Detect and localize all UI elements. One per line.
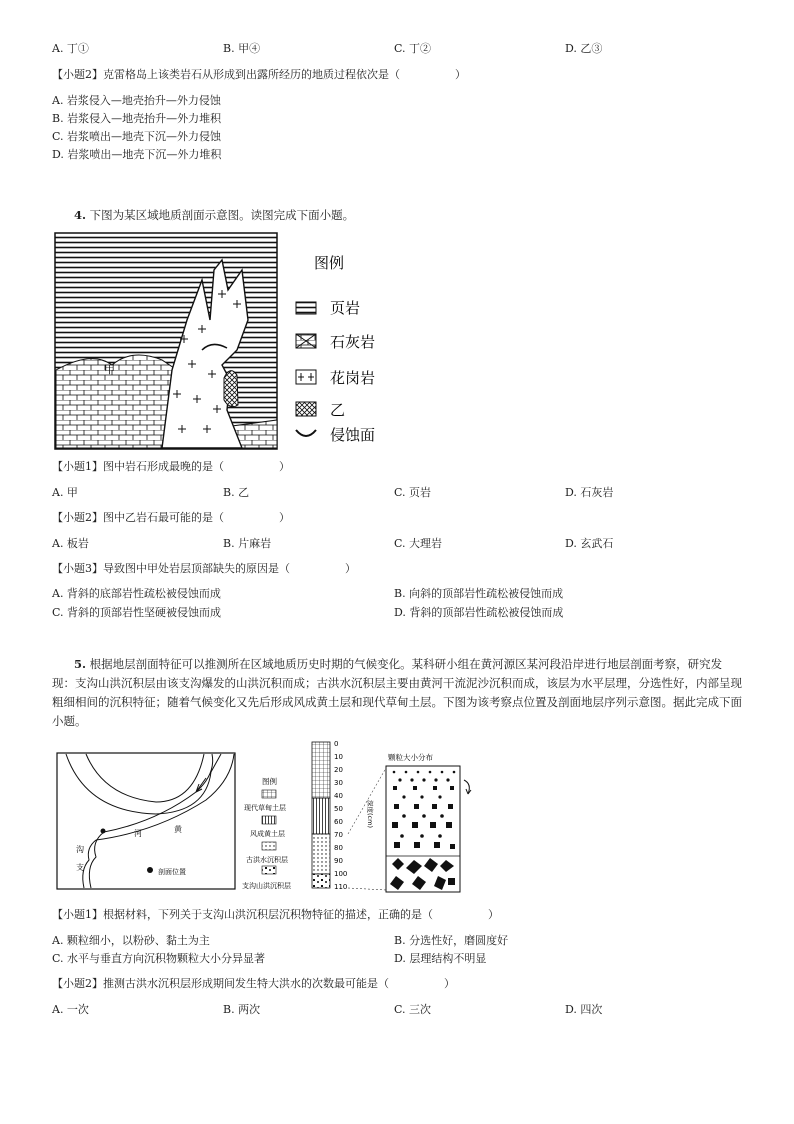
legend-shale: 页岩 [330,299,361,317]
column-legend-loess: 风成黄土层 [250,830,285,838]
q4-sub3-option-c[interactable]: C. 背斜的顶部岩性坚硬被侵蚀而成 [52,606,222,619]
q5-sub2-option-a[interactable]: A. 一次 [52,1003,89,1016]
q3-sub1-option-b[interactable]: B. 甲④ [223,42,261,55]
q4-sub3-option-b[interactable]: B. 向斜的顶部岩性疏松被侵蚀而成 [394,587,564,600]
tick-0: 0 [334,740,339,748]
q4-sub1-option-d[interactable]: D. 石灰岩 [565,486,614,499]
q5-sub1-option-b[interactable]: B. 分选性好，磨圆度好 [394,934,509,947]
q5-sub1-option-d[interactable]: D. 层理结构不明显 [394,952,487,965]
map-gully-char-2: 支 [76,863,84,872]
grain-size-panel [384,752,484,898]
q4-sub2-option-a[interactable]: A. 板岩 [52,537,89,550]
location-map [56,752,238,892]
legend-yi: 乙 [330,401,346,419]
map-section-label: 剖面位置 [158,868,186,876]
q4-sub2-question: 【小题2】图中乙岩石最可能的是（ ） [52,511,290,524]
q5-number: 5. [74,657,87,671]
q4-stem: 下图为某区域地质剖面示意图。读图完成下面小题。 [89,208,355,222]
geologic-section-diagram [52,230,392,452]
q3-sub2-option-b[interactable]: B. 岩浆侵入—地壳抬升—外力堆积 [52,112,222,125]
q4-sub2-option-c[interactable]: C. 大理岩 [394,537,443,550]
map-gully-char-1: 沟 [76,845,84,854]
tick-10: 10 [334,753,343,761]
tick-60: 60 [334,818,343,826]
column-legend-paleoflood: 古洪水沉积层 [246,856,288,864]
label-jia: 甲 [104,363,115,376]
map-river-char-1: 河 [134,829,142,838]
tick-20: 20 [334,766,343,774]
q3-sub1-option-d[interactable]: D. 乙③ [565,42,603,55]
tick-100: 100 [334,870,348,878]
q4-sub2-option-b[interactable]: B. 片麻岩 [223,537,272,550]
column-legend-gully-flood: 支沟山洪沉积层 [242,882,291,890]
q4-sub3-question: 【小题3】导致图中甲处岩层顶部缺失的原因是（ ） [52,562,356,575]
depth-label: 深度(cm) [366,800,374,828]
grain-size-title: 颗粒大小分布 [388,753,433,762]
tick-110: 110 [334,883,348,891]
q3-sub2-option-a[interactable]: A. 岩浆侵入—地壳抬升—外力侵蚀 [52,94,221,107]
column-legend-meadow: 现代草甸土层 [244,804,286,812]
q4-sub1-question: 【小题1】图中岩石形成最晚的是（ ） [52,460,290,473]
legend-limestone: 石灰岩 [330,333,376,351]
map-river-char-2: 黄 [174,825,182,834]
q5-sub2-question: 【小题2】推测古洪水沉积层形成期间发生特大洪水的次数最可能是（ ） [52,977,455,990]
legend-erosion-surface: 侵蚀面 [330,426,376,444]
legend-title: 图例 [314,254,345,272]
tick-90: 90 [334,857,343,865]
q5-sub1-option-c[interactable]: C. 水平与垂直方向沉积物颗粒大小分异显著 [52,952,266,965]
legend-granite: 花岗岩 [330,369,376,387]
tick-80: 80 [334,844,343,852]
tick-40: 40 [334,792,343,800]
q5-sub2-option-c[interactable]: C. 三次 [394,1003,432,1016]
q4-sub1-option-c[interactable]: C. 页岩 [394,486,432,499]
q5-stem-block [52,655,744,731]
q4-sub1-option-a[interactable]: A. 甲 [52,486,78,499]
q4-sub3-option-d[interactable]: D. 背斜的顶部岩性疏松被侵蚀而成 [394,606,564,619]
column-legend-title: 图例 [262,777,277,786]
q3-sub2-option-c[interactable]: C. 岩浆喷出—地壳下沉—外力侵蚀 [52,130,222,143]
q4-sub3-option-a[interactable]: A. 背斜的底部岩性疏松被侵蚀而成 [52,587,221,600]
q5-stem: 根据地层剖面特征可以推测所在区域地质历史时期的气候变化。某科研小组在黄河源区某河段沿岸进行地层剖面考察，研究发现：支沟山洪沉积层由该支沟爆发的山洪沉积而成；古洪水沉积层主要由黄河干流泥沙沉积而成，该层为水平层理，分选性好，内部呈现粗细相间的沉积特征；随着气候变化又先后形成风成黄土层和现代草甸土层。下图为该考察点位置及剖面地层序列示意图。据此完成下面小题。 [52,657,742,728]
q5-sub2-option-b[interactable]: B. 两次 [223,1003,261,1016]
q5-sub1-option-a[interactable]: A. 颗粒细小，以粉砂、黏土为主 [52,934,210,947]
q4-sub2-option-d[interactable]: D. 玄武石 [565,537,614,550]
q4-sub1-option-b[interactable]: B. 乙 [223,486,250,499]
q3-sub1-option-a[interactable]: A. 丁① [52,42,89,55]
q5-sub2-option-d[interactable]: D. 四次 [565,1003,603,1016]
q3-sub2-option-d[interactable]: D. 岩浆喷出—地壳下沉—外力堆积 [52,148,222,161]
tick-70: 70 [334,831,343,839]
tick-30: 30 [334,779,343,787]
tick-50: 50 [334,805,343,813]
q3-sub1-option-c[interactable]: C. 丁② [394,42,432,55]
q4-number: 4. [74,208,87,222]
q3-sub2-question: 【小题2】克雷格岛上该类岩石从形成到出露所经历的地质过程依次是（ ） [52,68,466,81]
q5-sub1-question: 【小题1】根据材料，下列关于支沟山洪沉积层沉积物特征的描述，正确的是（ ） [52,908,499,921]
q4-header [74,207,354,223]
